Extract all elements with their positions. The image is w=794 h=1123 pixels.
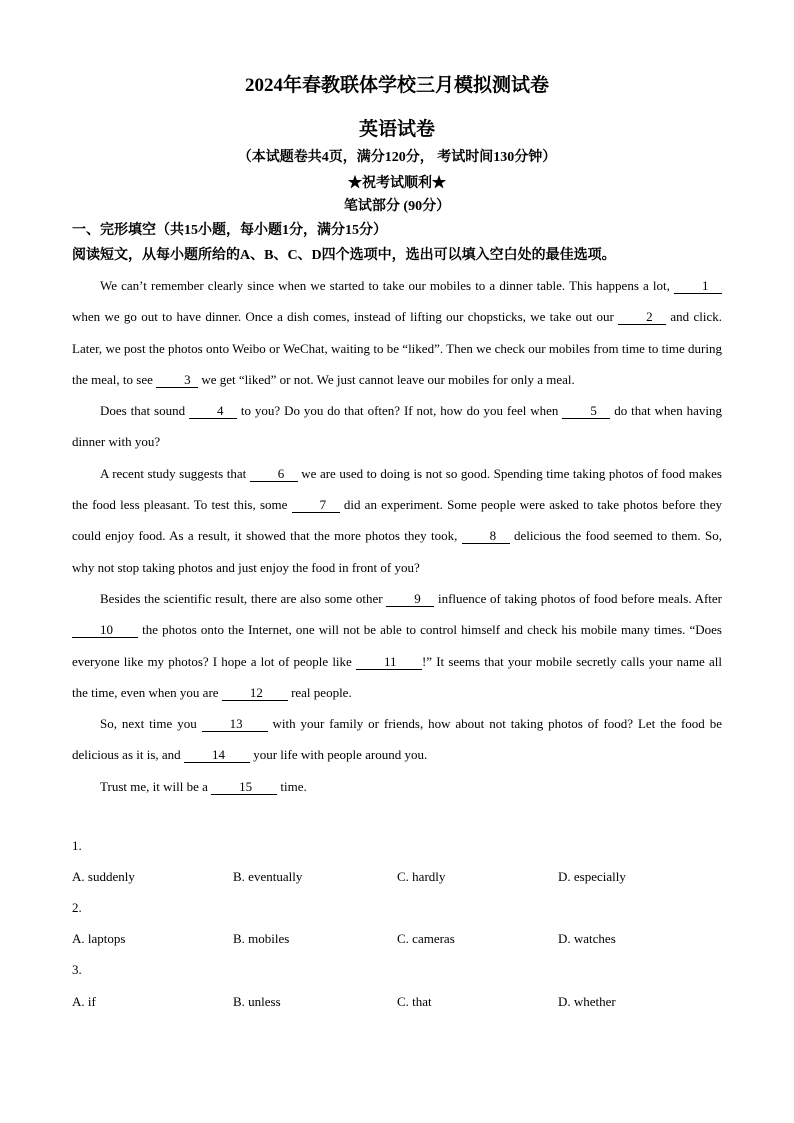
blank-7: 7 xyxy=(292,498,340,513)
option-b[interactable]: B. eventually xyxy=(233,869,303,884)
paragraph-1: We can’t remember clearly since when we started to take our mobiles to a dinner table. This happens a lot, 1 when we go out to have dinner. Once a dish comes, instead of lifting our chopsticks, we take out our 2 and click. Later, we post the photos onto Weibo or WeChat, waiting to be “liked”. Then we check our mobiles from time to time during the meal, to see 3 we get “liked” or not. We just cannot leave our mobiles for only a meal. xyxy=(72,278,722,387)
blank-6: 6 xyxy=(250,467,298,482)
blank-4: 4 xyxy=(189,404,237,419)
exam-info: （本试题卷共4页，满分120分， 考试时间130分钟） xyxy=(237,150,557,165)
cloze-passage xyxy=(72,270,722,802)
blank-8: 8 xyxy=(462,529,510,544)
paragraph-4: Besides the scientific result, there are also some other 9 influence of taking photos of food before meals. After 10 the photos onto the Internet, one will not be able to control himself and check his mobile many times. “Does everyone like my photos? I hope a lot of people like 11 !” It seems that your mobile secretly calls your name all the time, even when you are 12 real people. xyxy=(72,590,723,700)
blank-12: 12 xyxy=(222,686,288,701)
option-b[interactable]: B. mobiles xyxy=(233,931,290,946)
good-luck-line: ★祝考试顺利★ xyxy=(348,176,446,191)
option-d[interactable]: D. watches xyxy=(558,931,616,946)
paragraph-5: So, next time you 13 with your family or friends, how about not taking photos of food? Let the food be delicious as it is, and 14 your life with people around you. xyxy=(72,716,722,763)
paragraph-6: Trust me, it will be a 15 time. xyxy=(100,778,307,794)
option-d[interactable]: D. especially xyxy=(558,869,626,884)
blank-1: 1 xyxy=(674,279,722,294)
option-b[interactable]: B. unless xyxy=(233,994,281,1009)
blank-2: 2 xyxy=(618,310,666,325)
question-number: 3. xyxy=(72,962,82,977)
question-number: 1. xyxy=(72,838,82,853)
section-title: 一、完形填空（共15小题，每小题1分，满分15分） xyxy=(72,223,387,238)
blank-3: 3 xyxy=(156,373,198,388)
option-a[interactable]: A. if xyxy=(72,994,96,1009)
option-c[interactable]: C. that xyxy=(397,994,432,1009)
option-d[interactable]: D. whether xyxy=(558,994,616,1009)
exam-title: 2024年春教联体学校三月模拟测试卷 xyxy=(244,75,549,96)
option-c[interactable]: C. cameras xyxy=(397,931,455,946)
section-instruction: 阅读短文，从每小题所给的A、B、C、D四个选项中，选出可以填入空白处的最佳选项。 xyxy=(72,248,616,263)
blank-5: 5 xyxy=(562,404,610,419)
paragraph-3: A recent study suggests that 6 we are used to doing is not so good. Spending time taking photos of food makes the food less pleasant. To test this, some 7 did an experiment. Some people were asked to take photos before they could enjoy food. As a result, it showed that the more photos they took, 8 delicious the food seemed to them. So, why not stop taking photos and just enjoy the food in front of you? xyxy=(72,465,722,575)
question-number: 2. xyxy=(72,900,82,915)
option-a[interactable]: A. laptops xyxy=(72,931,126,946)
blank-11: 11 xyxy=(356,655,422,670)
subject-title: 英语试卷 xyxy=(358,119,435,140)
option-a[interactable]: A. suddenly xyxy=(72,869,135,884)
blank-9: 9 xyxy=(386,592,434,607)
paragraph-2: Does that sound 4 to you? Do you do that often? If not, how do you feel when 5 do that when having dinner with you? xyxy=(72,403,722,450)
option-c[interactable]: C. hardly xyxy=(397,869,446,884)
blank-15: 15 xyxy=(211,780,277,795)
blank-14: 14 xyxy=(184,748,250,763)
part-heading: 笔试部分 (90分） xyxy=(343,199,451,214)
blank-13: 13 xyxy=(202,717,268,732)
blank-10: 10 xyxy=(72,623,138,638)
